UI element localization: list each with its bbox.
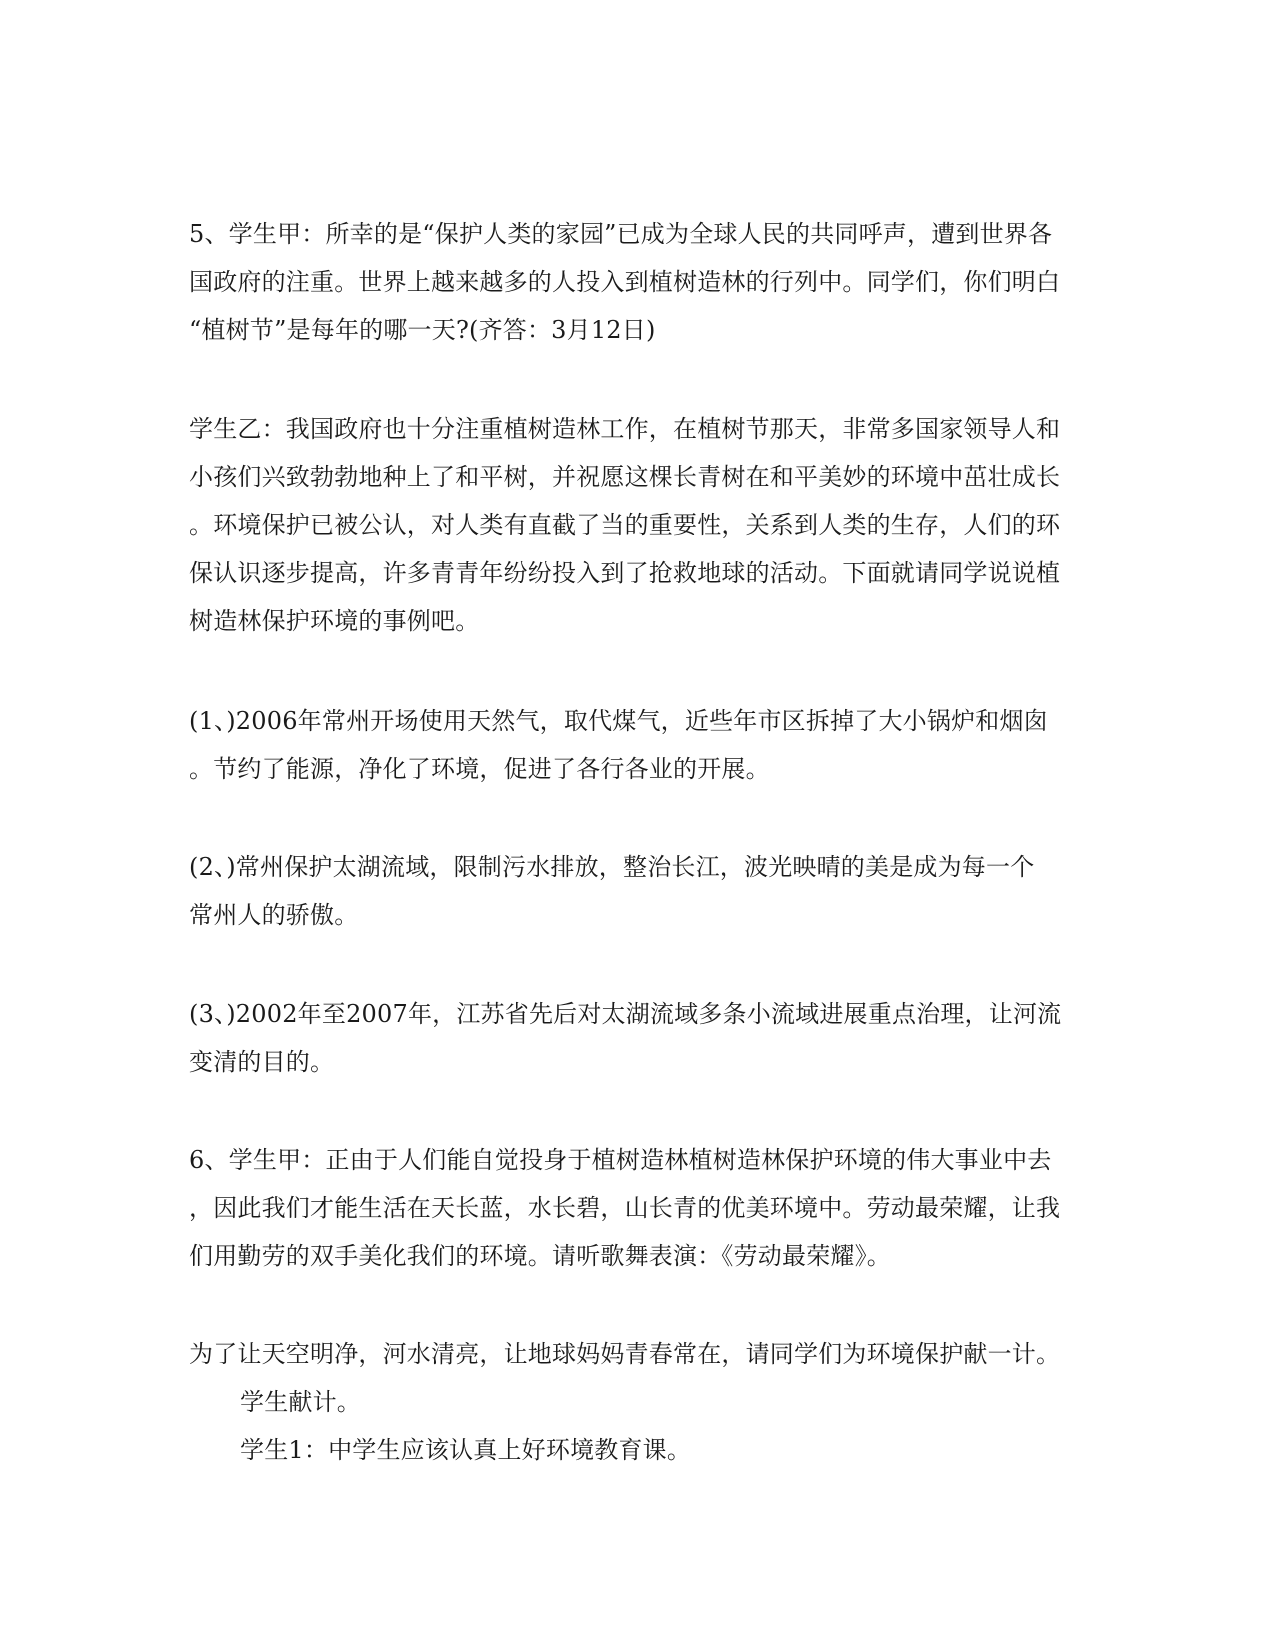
paragraph-5-student-a bbox=[189, 210, 1094, 354]
text-line: “植树节”是每年的哪一天?(齐答：3月12日) bbox=[189, 316, 656, 344]
indented-text-line: 学生献计。 bbox=[240, 1388, 361, 1416]
paragraph-example-3 bbox=[189, 990, 1094, 1086]
text-line: 变清的目的。 bbox=[189, 1048, 335, 1076]
text-line: 。环境保护已被公认，对人类有直截了当的重要性，关系到人类的生存，人们的环 bbox=[189, 511, 1061, 539]
text-line: ，因此我们才能生活在天长蓝，水长碧，山长青的优美环境中。劳动最荣耀，让我 bbox=[189, 1194, 1061, 1222]
text-line: 学生乙：我国政府也十分注重植树造林工作，在植树节那天，非常多国家领导人和 bbox=[189, 415, 1061, 443]
text-line: 保认识逐步提高，许多青青年纷纷投入到了抢救地球的活动。下面就请同学说说植 bbox=[189, 559, 1061, 587]
text-line: 6、学生甲：正由于人们能自觉投身于植树造林植树造林保护环境的伟大事业中去 bbox=[189, 1146, 1052, 1174]
indented-text-line: 学生1：中学生应该认真上好环境教育课。 bbox=[240, 1436, 692, 1464]
paragraph-6-student-a bbox=[189, 1136, 1094, 1280]
paragraph-example-1 bbox=[189, 697, 1094, 793]
text-line: 们用勤劳的双手美化我们的环境。请听歌舞表演：《劳动最荣耀》。 bbox=[189, 1242, 891, 1270]
text-line: 国政府的注重。世界上越来越多的人投入到植树造林的行列中。同学们，你们明白 bbox=[189, 268, 1061, 296]
paragraph-student-b bbox=[189, 405, 1094, 645]
paragraph-example-2 bbox=[189, 843, 1094, 939]
text-line: 常州人的骄傲。 bbox=[189, 901, 359, 929]
text-line: (1、)2006年常州开场使用天然气，取代煤气，近些年市区拆掉了大小锅炉和烟囱 bbox=[189, 707, 1048, 735]
text-line: 小孩们兴致勃勃地种上了和平树，并祝愿这棵长青树在和平美妙的环境中茁壮成长 bbox=[189, 463, 1061, 491]
text-line: 。节约了能源，净化了环境，促进了各行各业的开展。 bbox=[189, 755, 770, 783]
text-line: (2、)常州保护太湖流域，限制污水排放，整治长江，波光映晴的美是成为每一个 bbox=[189, 853, 1035, 881]
text-line: 5、学生甲：所幸的是“保护人类的家园”已成为全球人民的共同呼声，遭到世界各 bbox=[189, 220, 1053, 248]
paragraph-environment-advice bbox=[189, 1330, 1094, 1474]
text-line: (3、)2002年至2007年，江苏省先后对太湖流域多条小流域进展重点治理，让河流 bbox=[189, 1000, 1062, 1028]
text-line: 为了让天空明净，河水清亮，让地球妈妈青春常在，请同学们为环境保护献一计。 bbox=[189, 1340, 1061, 1368]
text-line: 树造林保护环境的事例吧。 bbox=[189, 607, 480, 635]
